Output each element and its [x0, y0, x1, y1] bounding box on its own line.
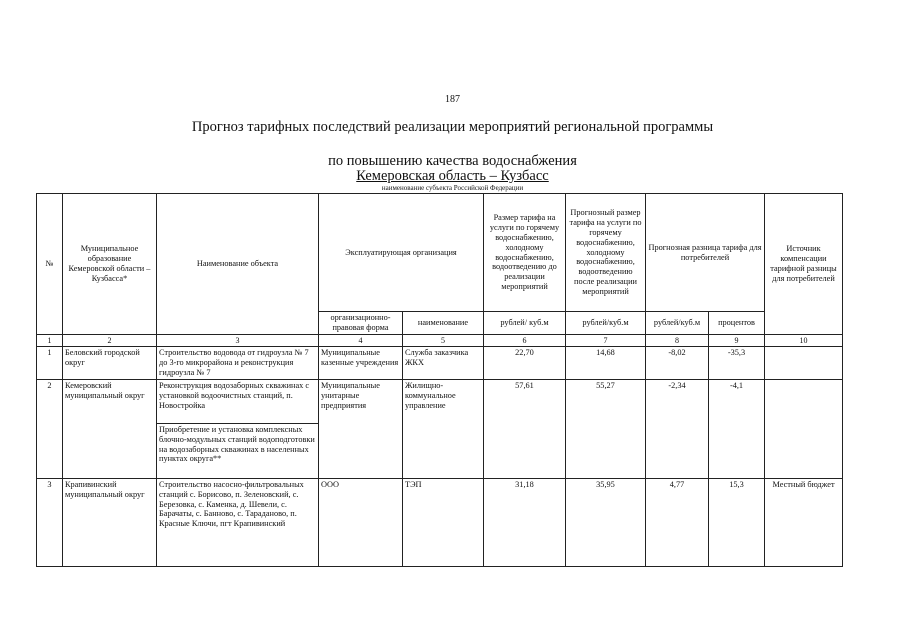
header-tariff-forecast: Прогнозный размер тарифа на услуги по горячему водоснабжению, холодному водоснабжению, водоотведению после реализации мероприятий: [566, 194, 646, 312]
header-legal-form: организационно-правовая форма: [319, 312, 403, 335]
page-number: 187: [445, 94, 460, 105]
row-num: 2: [37, 380, 63, 479]
header-unit2: рублей/куб.м: [566, 312, 646, 335]
row-tariff-before: 31,18: [484, 479, 566, 567]
col-index: 8: [646, 334, 709, 346]
col-index: 7: [566, 334, 646, 346]
row-num: 1: [37, 347, 63, 380]
header-object: Наименование объекта: [157, 194, 319, 335]
row-municipality: Беловский городской округ: [63, 347, 157, 380]
row-source: Местный бюджет: [765, 479, 843, 567]
document-title-line2: по повышению качества водоснабжения: [328, 153, 577, 169]
column-index-row: [37, 334, 843, 346]
col-index: 2: [63, 334, 157, 346]
table-row: [37, 380, 843, 424]
row-legal-form: Муниципальные казенные учреждения: [319, 347, 403, 380]
row-source: [765, 347, 843, 380]
header-tariff-size: Размер тарифа на услуги по горячему водоснабжению, холодному водоснабжению, водоотведению до реализации мероприятий: [484, 194, 566, 312]
row-num: 3: [37, 479, 63, 567]
row-tariff-after: 55,27: [566, 380, 646, 479]
document-title-line1: Прогноз тарифных последствий реализации мероприятий региональной программы: [191, 119, 714, 135]
header-percent: процентов: [709, 312, 765, 335]
table-row: [37, 347, 843, 380]
row-diff-rub: 4,77: [646, 479, 709, 567]
row-municipality: Кемеровский муниципальный округ: [63, 380, 157, 479]
tariff-table: [36, 193, 843, 567]
row-object: Реконструкция водозаборных скважинах с установкой водоочистных станций, п. Новостройка: [157, 380, 319, 424]
region-name-text: Кемеровская область – Кузбасс: [356, 168, 549, 184]
header-source: Источник компенсации тарифной разницы для потребителей: [765, 194, 843, 335]
row-org-name: Жилищно-коммунальное управление: [403, 380, 484, 479]
row-diff-pct: -4,1: [709, 380, 765, 479]
col-index: 3: [157, 334, 319, 346]
col-index: 4: [319, 334, 403, 346]
header-municipality: Муниципальное образование Кемеровской области – Кузбасса*: [63, 194, 157, 335]
header-num: №: [37, 194, 63, 335]
row-tariff-after: 35,95: [566, 479, 646, 567]
row-org-name: ТЭП: [403, 479, 484, 567]
header-unit3: рублей/куб.м: [646, 312, 709, 335]
row-diff-rub: -8,02: [646, 347, 709, 380]
row-org-name: Служба заказчика ЖКХ: [403, 347, 484, 380]
table-row: [37, 479, 843, 567]
col-index: 10: [765, 334, 843, 346]
row-tariff-before: 57,61: [484, 380, 566, 479]
row-legal-form: Муниципальные унитарные предприятия: [319, 380, 403, 479]
region-name: [0, 168, 905, 185]
header-name: наименование: [403, 312, 484, 335]
header-tariff-diff: Прогнозная разница тарифа для потребителей: [646, 194, 765, 312]
region-caption: наименование субъекта Российской Федерации: [381, 184, 524, 192]
col-index: 5: [403, 334, 484, 346]
row-diff-rub: -2,34: [646, 380, 709, 479]
header-unit1: рублей/ куб.м: [484, 312, 566, 335]
col-index: 9: [709, 334, 765, 346]
row-object: Строительство насосно-фильтровальных станций с. Борисово, п. Зеленовский, с. Березовка, с. Каменка, д. Шевели, с. Барачаты, с. Банново, с. Тараданово, п. Красные Ключи, пгт Крапивинский: [157, 479, 319, 567]
row-source: [765, 380, 843, 479]
header-operator: Эксплуатирующая организация: [319, 194, 484, 312]
row-diff-pct: -35,3: [709, 347, 765, 380]
col-index: 6: [484, 334, 566, 346]
row-object: Строительство водовода от гидроузла № 7 до 3-го микрорайона и реконструкция гидроузла № 7: [157, 347, 319, 380]
row-tariff-after: 14,68: [566, 347, 646, 380]
row-object-secondary: Приобретение и установка комплексных блочно-модульных станций водоподготовки на водозаборных скважинах в населенных пунктах округа**: [157, 424, 319, 479]
row-legal-form: ООО: [319, 479, 403, 567]
header-row-1: [37, 194, 843, 312]
col-index: 1: [37, 334, 63, 346]
row-diff-pct: 15,3: [709, 479, 765, 567]
row-tariff-before: 22,70: [484, 347, 566, 380]
row-municipality: Крапивинский муниципальный округ: [63, 479, 157, 567]
